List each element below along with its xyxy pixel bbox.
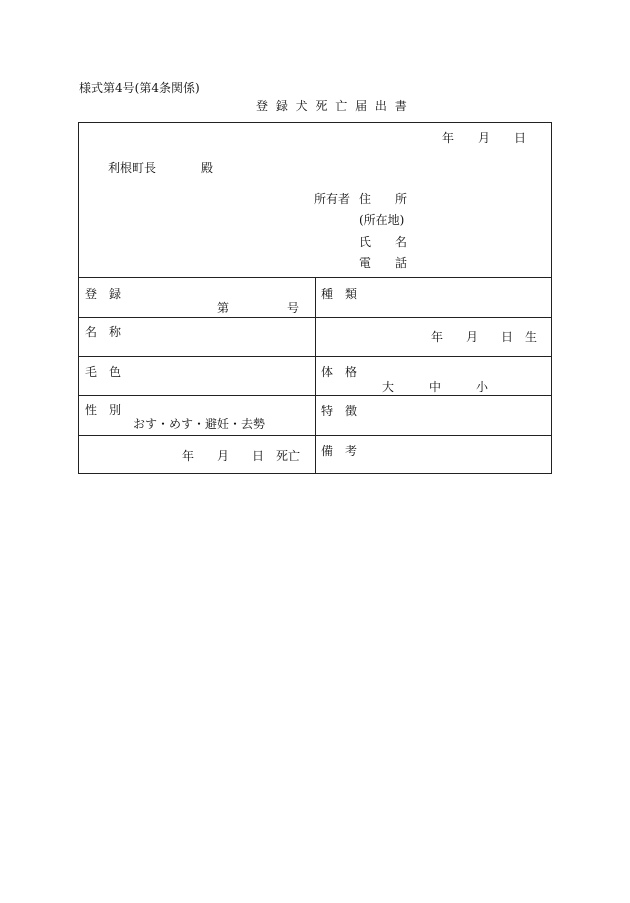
location-label: (所在地) — [359, 213, 405, 227]
death-suffix: 死亡 — [276, 449, 301, 463]
phone-label: 電 話 — [359, 256, 408, 270]
column-divider — [315, 277, 316, 474]
name-label: 氏 名 — [359, 235, 408, 249]
registration-label: 登 録 — [85, 287, 122, 301]
form-reference: 様式第4号(第4条関係) — [79, 81, 200, 95]
owner-label: 所有者 — [314, 192, 351, 206]
address-label: 住 所 — [359, 192, 408, 206]
addressee: 利根町長 — [108, 161, 157, 175]
registration-number-prefix: 第 — [217, 301, 230, 315]
sex-options: おす・めす・避妊・去勢 — [133, 417, 266, 431]
dog-name-label: 名 称 — [85, 325, 122, 339]
death-day-label: 日 — [252, 449, 265, 463]
build-label: 体 格 — [321, 365, 358, 379]
honorific: 殿 — [201, 161, 214, 175]
birth-year-label: 年 — [431, 330, 444, 344]
registration-number-suffix: 号 — [287, 301, 300, 315]
breed-label: 種 類 — [321, 287, 358, 301]
size-large: 大 — [382, 380, 395, 394]
date-day-label: 日 — [514, 131, 527, 145]
remarks-label: 備 考 — [321, 444, 358, 458]
document-title: 登 録 犬 死 亡 届 出 書 — [256, 99, 409, 113]
birth-day-label: 日 — [501, 330, 514, 344]
birth-suffix: 生 — [525, 330, 538, 344]
date-month-label: 月 — [478, 131, 491, 145]
death-month-label: 月 — [217, 449, 230, 463]
size-small: 小 — [476, 380, 489, 394]
sex-label: 性 別 — [85, 403, 122, 417]
date-year-label: 年 — [442, 131, 455, 145]
size-medium: 中 — [429, 380, 442, 394]
coat-color-label: 毛 色 — [85, 365, 122, 379]
features-label: 特 徴 — [321, 404, 358, 418]
death-year-label: 年 — [182, 449, 195, 463]
birth-month-label: 月 — [466, 330, 479, 344]
